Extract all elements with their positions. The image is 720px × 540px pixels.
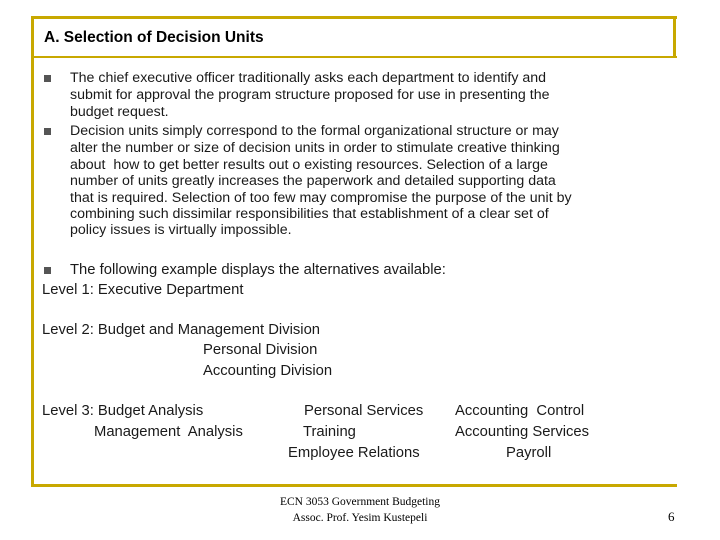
bullet-2-line-3: about how to get better results out o existing resources. Selection of a large <box>70 157 548 173</box>
top-border-line <box>31 16 677 19</box>
bottom-border-line <box>31 484 677 487</box>
bullet-1-line-1: The chief executive officer traditionally asks each department to identify and <box>70 70 547 86</box>
slide-title: A. Selection of Decision Units <box>44 29 264 46</box>
level-3-col-2-line-1: Personal Services <box>304 403 424 419</box>
bullet-2-line-7: policy issues is virtually impossible. <box>70 222 292 238</box>
level-3-col-1-line-2: Management Analysis <box>94 424 243 440</box>
title-underline <box>31 56 677 58</box>
bullet-2-line-1: Decision units simply correspond to the formal organizational structure or may <box>70 123 559 139</box>
level-3-col-3-line-1: Accounting Control <box>455 403 585 419</box>
level-2-line-3: Accounting Division <box>203 363 333 379</box>
bullet-marker-icon <box>44 267 51 274</box>
bullet-2-line-5: that is required. Selection of too few may compromise the purpose of the unit by <box>70 190 572 206</box>
bullet-2-line-6: combining such dissimilar responsibilities that establishment of a clear set of <box>70 206 549 222</box>
bullet-1-line-3: budget request. <box>70 104 169 120</box>
level-1: Level 1: Executive Department <box>42 282 244 298</box>
bullet-marker-icon <box>44 128 51 135</box>
bullet-2-line-4: number of units greatly increases the paperwork and detailed supporting data <box>70 173 556 189</box>
bullet-marker-icon <box>44 75 51 82</box>
level-3-col-2-line-3: Employee Relations <box>288 445 420 461</box>
level-2-line-1: Level 2: Budget and Management Division <box>42 322 321 338</box>
level-3-col-1-line-1: Level 3: Budget Analysis <box>42 403 204 419</box>
right-border-line <box>673 16 676 58</box>
example-intro: The following example displays the alternatives available: <box>70 262 446 278</box>
page-number: 6 <box>668 509 675 524</box>
bullet-1-line-2: submit for approval the program structure proposed for use in presenting the <box>70 87 550 103</box>
left-border-line <box>31 16 34 486</box>
level-2-line-2: Personal Division <box>203 342 318 358</box>
bullet-2-line-2: alter the number or size of decision units in order to stimulate creative thinking <box>70 140 560 156</box>
footer-line-1: ECN 3053 Government Budgeting <box>279 496 441 508</box>
footer-line-2: Assoc. Prof. Yesim Kustepeli <box>292 512 428 524</box>
footer-course <box>250 494 470 526</box>
level-3-col-2-line-2: Training <box>303 424 356 440</box>
level-3-col-3-line-3: Payroll <box>506 445 552 461</box>
level-3-col-3-line-2: Accounting Services <box>455 424 590 440</box>
